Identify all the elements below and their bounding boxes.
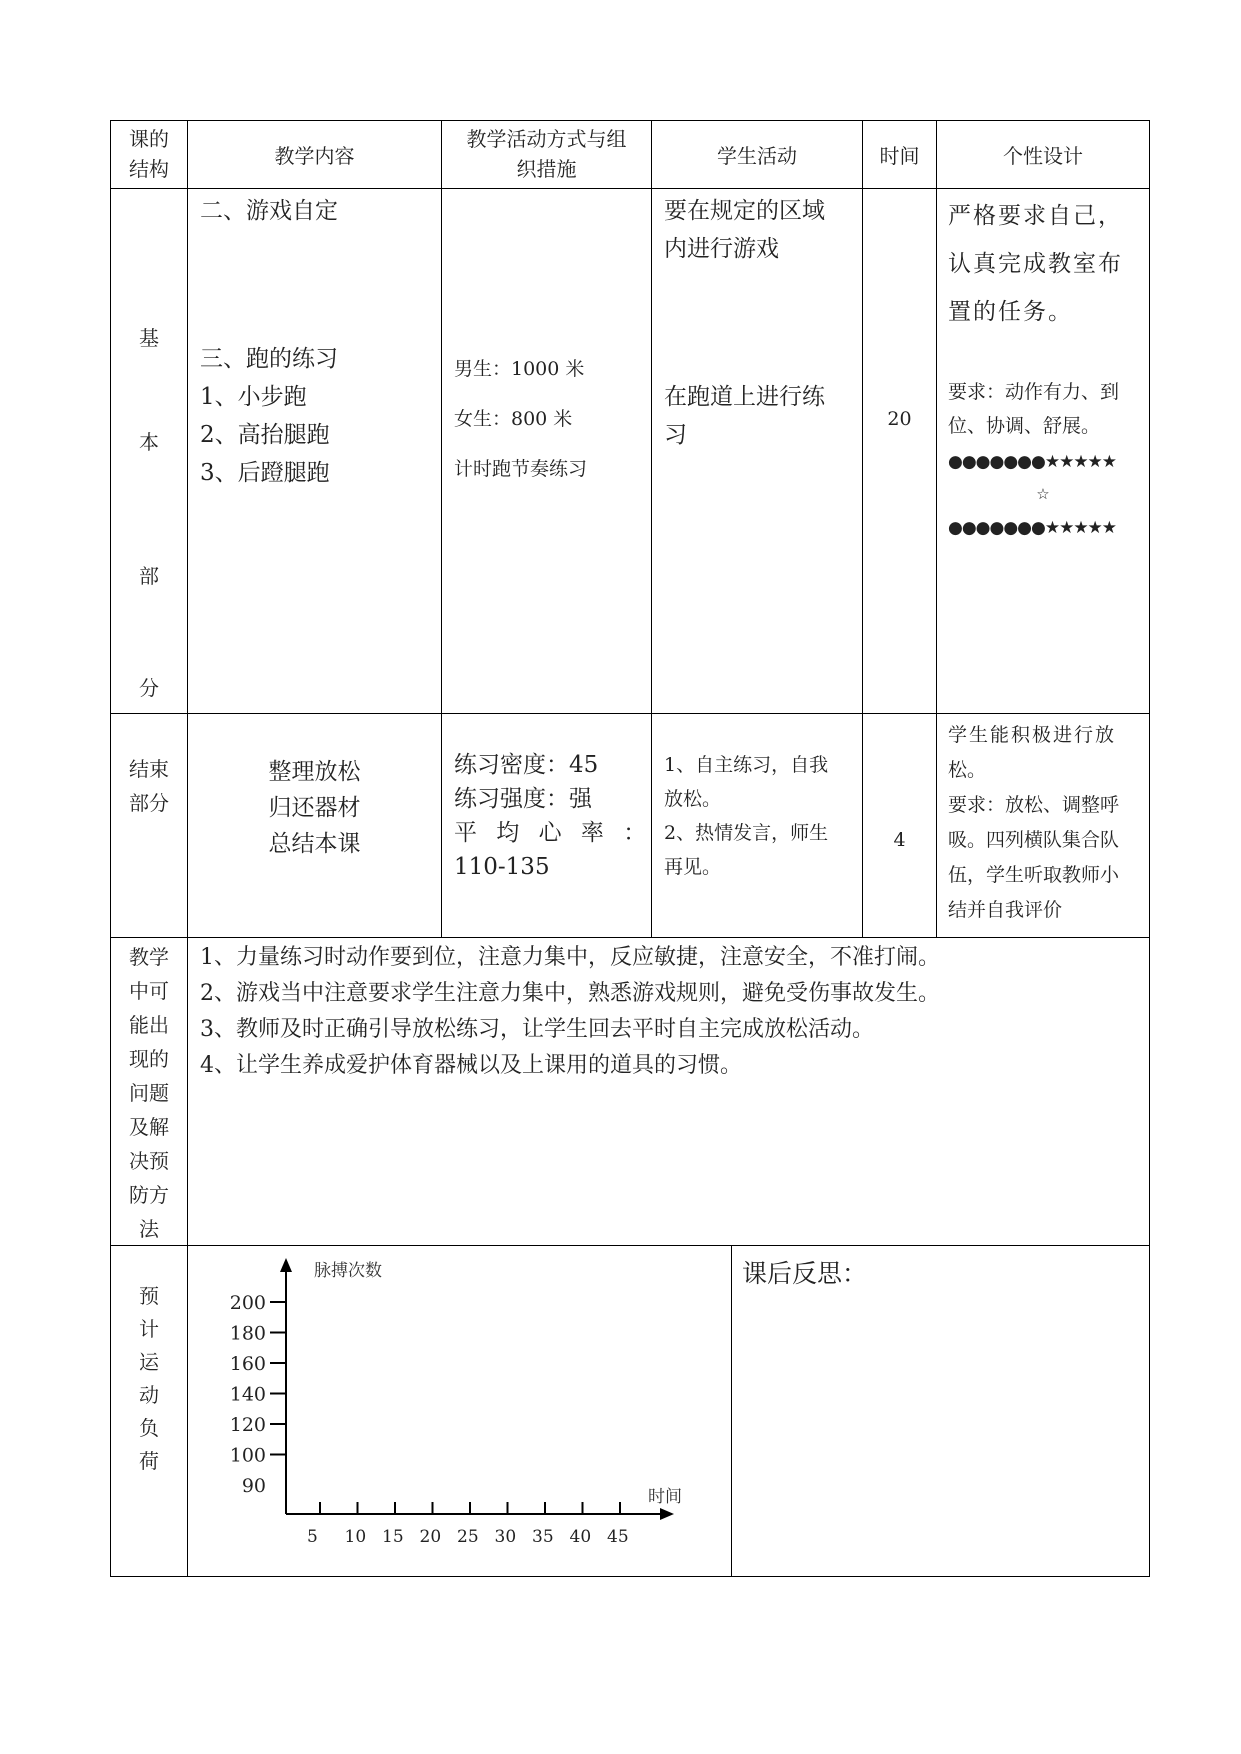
- run-title: 三、跑的练习: [200, 346, 338, 372]
- problems-label-2: 中可: [129, 979, 169, 1003]
- ending-time: 4: [893, 829, 906, 851]
- problem-item-2: 2、游戏当中注意要求学生注意力集中，熟悉游戏规则，避免受伤事故发生。: [200, 981, 940, 1006]
- load-label-4: 动: [139, 1383, 159, 1407]
- design-intro-3: 置的任务。: [948, 299, 1073, 325]
- formation-row-1: ●●●●●●●★★★★★: [948, 452, 1117, 472]
- run-item-1: 1、小步跑: [200, 384, 307, 410]
- design-intro-1: 严格要求自己，: [948, 203, 1123, 229]
- y-axis-arrow: [280, 1258, 292, 1272]
- ending-design-4: 吸。四列横队集合队: [948, 829, 1120, 851]
- method-timed-run: 计时跑节奏练习: [454, 458, 588, 480]
- problems-label-5: 问题: [129, 1081, 169, 1105]
- load-label-5: 负: [139, 1416, 159, 1440]
- ending-content-2: 归还器材: [268, 795, 361, 821]
- problem-item-1: 1、力量练习时动作要到位，注意力集中，反应敏捷，注意安全，不准打闹。: [200, 945, 940, 970]
- problems-label-4: 现的: [129, 1047, 169, 1071]
- reflection-title: 课后反思：: [742, 1259, 868, 1288]
- game-title: 二、游戏自定: [200, 198, 338, 224]
- x-tick-label: 20: [419, 1527, 442, 1547]
- ending-design-6: 结并自我评价: [948, 899, 1063, 921]
- ending-student-4: 再见。: [664, 856, 722, 878]
- method-girls: 女生：800 米: [454, 408, 573, 430]
- x-tick-label: 45: [607, 1527, 629, 1547]
- problems-label-9: 法: [139, 1217, 159, 1241]
- header-design: 个性设计: [1003, 144, 1083, 168]
- ending-content-3: 总结本课: [268, 831, 361, 857]
- x-tick-label: 35: [532, 1527, 554, 1547]
- basic-label-3: 部: [139, 564, 159, 588]
- load-label-1: 预: [139, 1284, 159, 1308]
- problems-label-7: 决预: [129, 1149, 169, 1173]
- load-label-2: 计: [139, 1317, 159, 1341]
- run-item-3: 3、后蹬腿跑: [200, 460, 330, 486]
- student-run-line2: 习: [664, 422, 687, 448]
- x-ticks: [307, 1502, 629, 1547]
- y-ticks: [230, 1292, 286, 1497]
- header-structure-line1: 课的: [129, 127, 169, 151]
- x-tick-label: 30: [494, 1527, 517, 1547]
- problems-label-8: 防方: [129, 1183, 169, 1207]
- header-content: 教学内容: [274, 144, 355, 168]
- y-tick-label: 180: [229, 1322, 266, 1345]
- x-axis-label: 时间: [648, 1487, 682, 1507]
- formation-row-2: ●●●●●●●★★★★★: [948, 518, 1117, 538]
- ending-density: 练习密度：45: [454, 752, 599, 778]
- design-require-2: 位、协调、舒展。: [948, 415, 1101, 437]
- load-label-3: 运: [139, 1350, 159, 1374]
- ending-content-1: 整理放松: [268, 759, 361, 785]
- pulse-chart: [188, 1246, 730, 1576]
- problems-label-1: 教学: [129, 945, 169, 969]
- ending-student-1: 1、自主练习，自我: [664, 754, 829, 776]
- ending-design-5: 伍，学生听取教师小: [948, 864, 1120, 886]
- basic-label-4: 分: [139, 676, 159, 700]
- design-require-1: 要求：动作有力、到: [948, 381, 1120, 403]
- y-axis-label: 脉搏次数: [314, 1261, 382, 1281]
- y-tick-label: 160: [229, 1353, 266, 1375]
- ending-design-3: 要求：放松、调整呼: [948, 794, 1120, 816]
- ending-label-2: 部分: [129, 791, 169, 815]
- header-method-line2: 织措施: [516, 157, 577, 181]
- ending-heart-rate-value: 110-135: [454, 854, 550, 880]
- x-axis-arrow: [660, 1508, 674, 1520]
- ending-design-2: 松。: [948, 759, 987, 781]
- problem-item-3: 3、教师及时正确引导放松练习，让学生回去平时自主完成放松活动。: [200, 1017, 874, 1042]
- y-tick-label: 100: [229, 1444, 266, 1467]
- y-tick-label: 90: [241, 1475, 266, 1497]
- x-tick-label: 40: [569, 1527, 592, 1547]
- problem-item-4: 4、让学生养成爱护体育器械以及上课用的道具的习惯。: [200, 1053, 742, 1078]
- y-tick-label: 200: [229, 1292, 266, 1314]
- ending-design-1: 学生能积极进行放: [948, 724, 1117, 746]
- ending-student-2: 放松。: [664, 788, 722, 810]
- basic-time: 20: [887, 408, 912, 430]
- y-tick-label: 120: [229, 1414, 266, 1436]
- y-tick-label: 140: [229, 1383, 266, 1406]
- run-item-2: 2、高抬腿跑: [200, 422, 330, 448]
- x-tick-label: 5: [307, 1527, 318, 1547]
- ending-label-1: 结束: [129, 757, 169, 781]
- problems-label-3: 能出: [129, 1013, 169, 1037]
- basic-label-2: 本: [139, 430, 159, 454]
- load-label-6: 荷: [139, 1449, 159, 1473]
- formation-teacher: ☆: [1036, 485, 1050, 503]
- ending-heart-rate-label: 平 均 心 率 ：: [454, 820, 653, 846]
- header-time: 时间: [879, 144, 920, 168]
- student-game-line2: 内进行游戏: [664, 236, 779, 262]
- basic-label-1: 基: [139, 326, 159, 350]
- x-tick-label: 25: [457, 1527, 479, 1547]
- method-boys: 男生：1000 米: [454, 358, 585, 380]
- design-intro-2: 认真完成教室布: [948, 251, 1123, 277]
- ending-student-3: 2、热情发言，师生: [664, 822, 829, 844]
- header-structure-line2: 结构: [129, 157, 169, 181]
- x-tick-label: 10: [344, 1527, 367, 1547]
- header-method-line1: 教学活动方式与组: [466, 127, 627, 151]
- student-game-line1: 要在规定的区域: [664, 198, 825, 224]
- header-student: 学生活动: [717, 144, 797, 168]
- problems-label-6: 及解: [129, 1115, 169, 1139]
- x-tick-label: 15: [382, 1527, 404, 1547]
- ending-intensity: 练习强度：强: [454, 786, 592, 812]
- student-run-line1: 在跑道上进行练: [664, 384, 825, 410]
- chart-axes: [280, 1258, 674, 1520]
